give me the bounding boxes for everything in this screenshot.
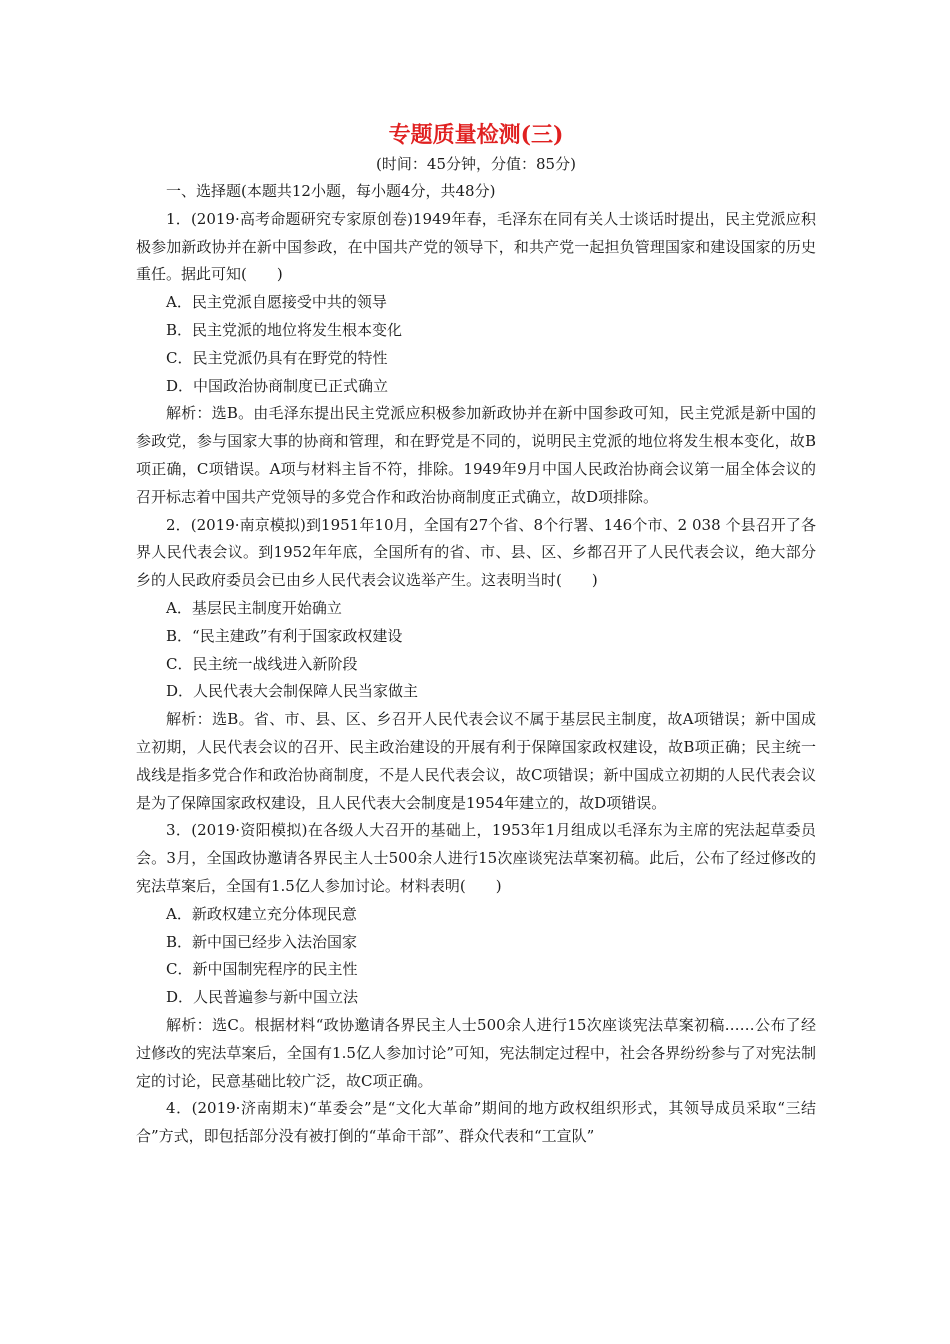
question-stem: 4．(2019·济南期末)“革委会”是“文化大革命”期间的地方政权组织形式，其领导成员采取“三结合”方式，即包括部分没有被打倒的“革命干部”、群众代表和“工宣队” — [136, 1099, 816, 1146]
option-b: B．新中国已经步入法治国家 — [166, 932, 358, 951]
question-stem: 3．(2019·资阳模拟)在各级人大召开的基础上，1953年1月组成以毛泽东为主席的宪法起草委员会。3月，全国政协邀请各界民主人士500余人进行15次座谈宪法草案初稿。此后，公布了经过修改的宪法草案后，全国有1.5亿人参加讨论。材料表明( ) — [136, 821, 816, 895]
question-stem: 1．(2019·高考命题研究专家原创卷)1949年春，毛泽东在同有关人士谈话时提出，民主党派应积极参加新政协并在新中国参政，在中国共产党的领导下，和共产党一起担负管理国家和建设国家的历史重任。据此可知( ) — [136, 209, 816, 284]
option-d: D．人民代表大会制保障人民当家做主 — [166, 682, 419, 701]
option-d: D．中国政治协商制度已正式确立 — [166, 376, 389, 395]
option-a: A．新政权建立充分体现民意 — [166, 904, 357, 923]
option-a: A．民主党派自愿接受中共的领导 — [166, 293, 387, 312]
question-stem: 2．(2019·南京模拟)到1951年10月，全国有27个省、8个行署、146个市、2 038 个县召开了各界人民代表会议。到1952年年底，全国所有的省、市、县、区、乡都召开了人民代表会议，绝大部分乡的人民政府委员会已由乡人民代表会议选举产生。这表明当时( ) — [136, 515, 816, 590]
answer-analysis: 解析：选C。根据材料“政协邀请各界民主人士500余人进行15次座谈宪法草案初稿……公布了经过修改的宪法草案后，全国有1.5亿人参加讨论”可知，宪法制定过程中，社会各界纷纷参与了对宪法制定的讨论，民意基础比较广泛，故C项正确。 — [136, 1015, 816, 1090]
answer-analysis: 解析：选B。由毛泽东提出民主党派应积极参加新政协并在新中国参政可知，民主党派是新中国的参政党，参与国家大事的协商和管理，和在野党是不同的，说明民主党派的地位将发生根本变化，故B项正确，C项错误。A项与材料主旨不符，排除。1949年9月中国人民政治协商会议第一届全体会议的召开标志着中国共产党领导的多党合作和政治协商制度正式确立，故D项排除。 — [136, 404, 816, 506]
document-body — [136, 120, 816, 1151]
page-title: 专题质量检测(三) — [388, 122, 564, 148]
option-c: C．新中国制宪程序的民主性 — [166, 960, 358, 979]
section-heading: 一、选择题(本题共12小题，每小题4分，共48分) — [166, 182, 496, 200]
exam-info: (时间：45分钟，分值：85分) — [376, 155, 576, 173]
option-c: C．民主党派仍具有在野党的特性 — [166, 348, 388, 367]
option-b: B．“民主建政”有利于国家政权建设 — [166, 626, 403, 645]
option-c: C．民主统一战线进入新阶段 — [166, 654, 358, 673]
answer-analysis: 解析：选B。省、市、县、区、乡召开人民代表会议不属于基层民主制度，故A项错误；新中国成立初期，人民代表会议的召开、民主政治建设的开展有利于保障国家政权建设，故B项正确；民主统一战线是指多党合作和政治协商制度，不是人民代表会议，故C项错误；新中国成立初期的人民代表会议是为了保障国家政权建设，且人民代表大会制度是1954年建立的，故D项错误。 — [136, 710, 816, 812]
option-b: B．民主党派的地位将发生根本变化 — [166, 320, 403, 339]
option-d: D．人民普遍参与新中国立法 — [166, 988, 359, 1007]
option-a: A．基层民主制度开始确立 — [166, 598, 342, 617]
